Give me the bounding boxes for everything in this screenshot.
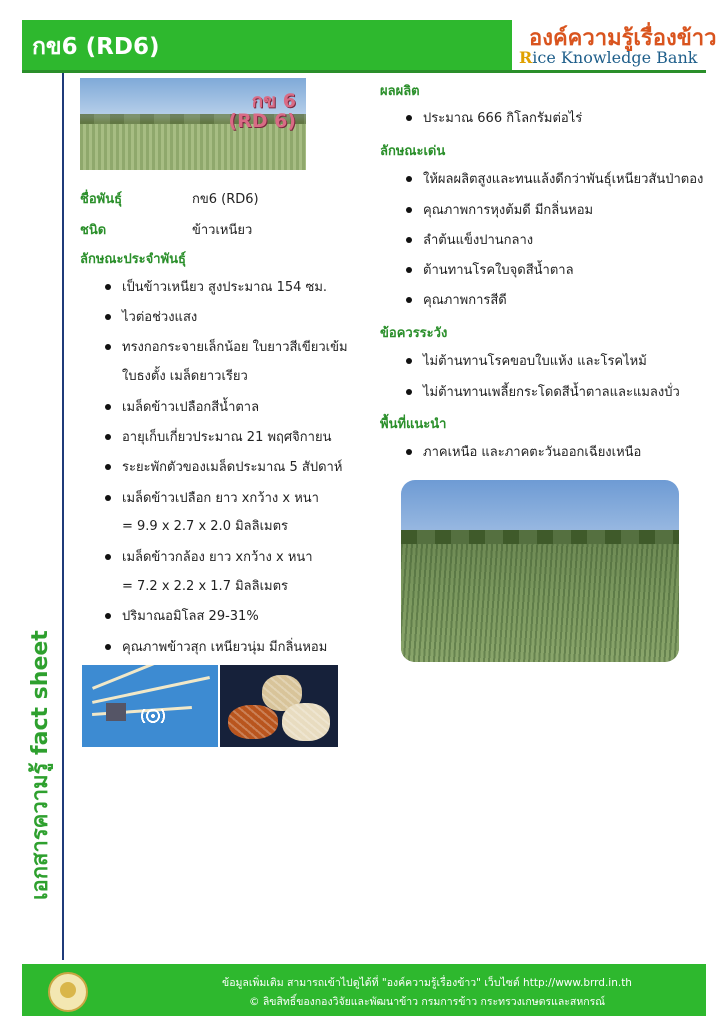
bullet-icon — [406, 207, 412, 213]
list-item: อายุเก็บเกี่ยวประมาณ 21 พฤศจิกายน — [122, 424, 331, 451]
logo-thai-text: องค์ความรู้เรื่องข้าว — [529, 26, 717, 51]
logo-english-rest: ice Knowledge Bank — [532, 48, 698, 67]
list-item: เมล็ดข้าวเปลือก ยาว xกว้าง x หนา — [122, 485, 319, 512]
side-label-text: เอกสารความรู้ fact sheet — [28, 630, 53, 900]
list-item: ปริมาณอมิโลส 29-31% — [122, 603, 259, 630]
list-item: ต้านทานโรคใบจุดสีน้ำตาล — [423, 257, 574, 284]
list-item: ให้ผลผลิตสูงและทนแล้งดีกว่าพันธุ์เหนียวสันป่าตอง — [423, 166, 703, 193]
bullet-icon — [406, 267, 412, 273]
highlights-heading: ลักษณะเด่น — [380, 144, 446, 159]
areas-heading: พื้นที่แนะนำ — [380, 417, 447, 432]
grain-cluster — [140, 709, 166, 723]
bullet-icon — [105, 644, 111, 650]
bullet-icon — [406, 237, 412, 243]
header-bar — [22, 20, 512, 70]
logo-letter-r: R — [519, 48, 533, 67]
bullet-icon — [406, 449, 412, 455]
side-label — [16, 630, 56, 910]
bullet-icon — [105, 284, 111, 290]
bullet-icon — [105, 404, 111, 410]
milled-rice-pile — [282, 703, 330, 741]
panicle-photo — [82, 665, 218, 747]
variety-name-value: กข6 (RD6) — [192, 192, 259, 207]
bullet-icon — [105, 495, 111, 501]
bullet-icon — [406, 115, 412, 121]
logo-english-text — [519, 48, 697, 67]
photo-overlay-line1: กข 6 — [251, 90, 296, 112]
bullet-icon — [105, 344, 111, 350]
panicle-stalk — [92, 665, 204, 690]
list-item-continuation: = 7.2 x 2.2 x 1.7 มิลลิเมตร — [122, 579, 289, 594]
bullet-icon — [105, 554, 111, 560]
list-item: คุณภาพการหุงต้มดี มีกลิ่นหอม — [423, 197, 593, 224]
bullet-icon — [105, 464, 111, 470]
bullet-icon — [406, 176, 412, 182]
footer-bar — [22, 964, 706, 1016]
list-item: ภาคเหนือ และภาคตะวันออกเฉียงเหนือ — [423, 439, 641, 466]
brown-rice-pile — [228, 705, 278, 739]
grain-samples-photo — [220, 665, 338, 747]
characteristics-heading: ลักษณะประจำพันธุ์ — [80, 252, 186, 267]
list-item: คุณภาพข้าวสุก เหนียวนุ่ม มีกลิ่นหอม — [122, 634, 327, 661]
list-item: ประมาณ 666 กิโลกรัมต่อไร่ — [423, 105, 582, 132]
bullet-icon — [105, 434, 111, 440]
variety-type-value: ข้าวเหนียว — [192, 223, 253, 238]
left-divider — [62, 73, 64, 960]
list-item: ไวต่อช่วงแสง — [122, 304, 197, 331]
list-item: เป็นข้าวเหนียว สูงประมาณ 154 ซม. — [122, 274, 327, 301]
rice-field — [401, 544, 679, 662]
bullet-icon — [406, 358, 412, 364]
rice-knowledge-bank-logo[interactable] — [515, 18, 717, 70]
footer-copyright: © ลิขสิทธิ์ของกองวิจัยและพัฒนาข้าว กรมการข้าว กระทรวงเกษตรและสหกรณ์ — [249, 996, 605, 1008]
list-item: ไม่ต้านทานเพลี้ยกระโดดสีน้ำตาลและแมลงบั่ว — [423, 379, 680, 406]
rice-field-photo-top — [80, 78, 306, 170]
list-item-continuation: = 9.9 x 2.7 x 2.0 มิลลิเมตร — [122, 519, 289, 534]
bullet-icon — [406, 389, 412, 395]
bullet-icon — [406, 297, 412, 303]
page-title: กข6 (RD6) — [32, 34, 160, 60]
bullet-icon — [105, 314, 111, 320]
list-item-continuation: ใบธงตั้ง เมล็ดยาวเรียว — [122, 369, 248, 384]
yield-heading: ผลผลิต — [380, 84, 420, 99]
header-divider — [22, 70, 706, 73]
list-item: คุณภาพการสีดี — [423, 287, 507, 314]
list-item: ทรงกอกระจายเล็กน้อย ใบยาวสีเขียวเข้ม — [122, 334, 348, 361]
photo-overlay-line2: (RD 6) — [228, 110, 296, 132]
bullet-icon — [105, 613, 111, 619]
specimen-tag — [106, 703, 126, 721]
rice-field-photo — [401, 480, 679, 662]
variety-name-label: ชื่อพันธุ์ — [80, 192, 123, 207]
variety-type-label: ชนิด — [80, 223, 107, 238]
rice-department-logo-icon — [48, 972, 88, 1012]
list-item: ไม่ต้านทานโรคขอบใบแห้ง และโรคไหม้ — [423, 348, 647, 375]
list-item: ระยะพักตัวของเมล็ดประมาณ 5 สัปดาห์ — [122, 454, 342, 481]
footer-info-link[interactable]: ข้อมูลเพิ่มเติม สามารถเข้าไปดูได้ที่ "องค์ความรู้เรื่องข้าว" เว็บไซต์ http://www.brrd.in.th — [222, 977, 632, 989]
list-item: ลำต้นแข็งปานกลาง — [423, 227, 533, 254]
list-item: เมล็ดข้าวเปลือกสีน้ำตาล — [122, 394, 259, 421]
list-item: เมล็ดข้าวกล้อง ยาว xกว้าง x หนา — [122, 544, 313, 571]
cautions-heading: ข้อควรระวัง — [380, 326, 448, 341]
